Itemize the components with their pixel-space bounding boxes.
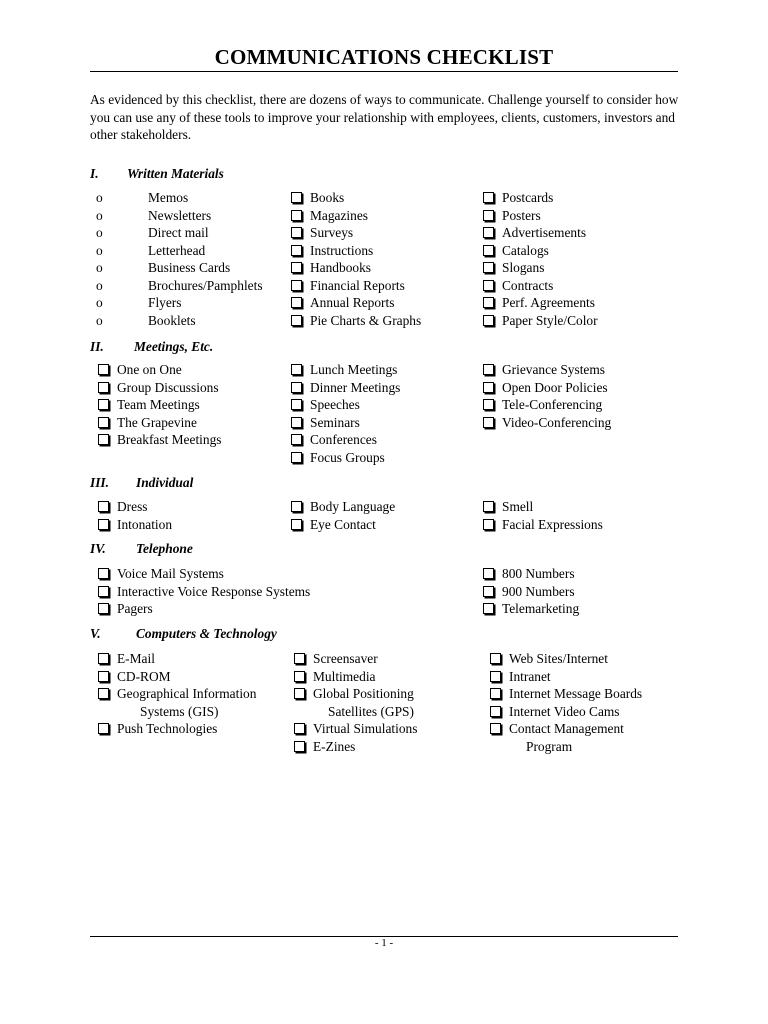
checkbox-icon[interactable] [291,262,302,273]
item-label: Postcards [502,190,554,205]
item-label: 900 Numbers [502,583,575,599]
item-label: E-Zines [313,738,356,754]
item-label: Open Door Policies [502,379,608,395]
title-rule [90,71,678,72]
checklist-item[interactable] [98,396,222,414]
bullet-icon: o [96,242,103,258]
checkbox-icon[interactable] [98,501,109,512]
item-label: Body Language [310,499,396,514]
item-label: Lunch Meetings [310,362,398,377]
checklist-item[interactable] [483,361,611,379]
item-label: Eye Contact [310,516,376,532]
checklist-item[interactable] [490,668,642,686]
checkbox-icon[interactable] [294,688,305,699]
list-item[interactable] [96,189,263,207]
item-label: Interactive Voice Response Systems [117,583,311,599]
written-materials-column-1 [96,189,263,329]
checkbox-icon[interactable] [291,245,302,256]
item-label: Smell [502,499,534,514]
checklist-item[interactable] [483,600,579,618]
checklist-item[interactable] [483,498,603,516]
checklist-item[interactable] [483,414,611,432]
item-label: Letterhead [148,242,206,258]
checkbox-icon[interactable] [291,399,302,410]
checkbox-icon[interactable] [291,452,302,463]
checkbox-icon[interactable] [291,280,302,291]
section-title: Individual [136,475,194,490]
item-label: 800 Numbers [502,566,575,581]
item-label: Conferences [310,432,377,447]
bullet-icon: o [96,190,103,205]
checkbox-icon[interactable] [483,603,494,614]
item-label: E-Mail [117,651,155,666]
page-title: COMMUNICATIONS CHECKLIST [214,45,554,69]
item-label: CD-ROM [117,668,171,684]
item-label: Contracts [502,277,554,293]
checkbox-icon[interactable] [483,399,494,410]
page-number: - 1 - [374,937,394,949]
item-label: Flyers [148,295,182,310]
item-label: Web Sites/Internet [509,651,608,666]
item-label: Focus Groups [310,449,385,465]
checklist-item[interactable] [98,668,256,686]
checkbox-icon[interactable] [294,671,305,682]
bullet-icon: o [96,312,103,328]
checklist-item[interactable] [291,224,421,242]
checkbox-icon[interactable] [291,417,302,428]
checklist-item[interactable] [98,431,222,449]
individual-column-2 [291,498,395,533]
checklist-item[interactable] [98,583,310,601]
checkbox-icon[interactable] [483,315,494,326]
item-label: Seminars [310,414,360,430]
checklist-item[interactable] [483,277,598,295]
checkbox-icon[interactable] [98,417,109,428]
checkbox-icon[interactable] [98,519,109,530]
section-numeral: III. [90,475,109,490]
checkbox-icon[interactable] [291,297,302,308]
item-label: Pagers [117,601,153,616]
checklist-item[interactable] [294,738,417,756]
item-label: Push Technologies [117,721,218,736]
checklist-item[interactable] [98,720,256,738]
meetings-column-1 [98,361,222,449]
item-label: Posters [502,207,541,223]
checkbox-icon[interactable] [483,297,494,308]
telephone-column-3 [483,565,579,618]
checkbox-icon[interactable] [291,315,302,326]
checklist-item[interactable] [483,224,598,242]
item-label: Virtual Simulations [313,721,418,736]
intro-paragraph: As evidenced by this checklist, there are dozens of ways to communicate. Challenge yourself to consider how you can use any of these tools to improve your relationship with employees, clients, customers, investors and other stakeholders. [90,92,679,142]
item-label: Advertisements [502,225,587,240]
item-label: Newsletters [148,207,212,223]
individual-column-1 [98,498,172,533]
telephone-column-1 [98,565,310,618]
checklist-item[interactable] [98,516,172,534]
item-label: Voice Mail Systems [117,566,224,581]
checkbox-icon[interactable] [294,653,305,664]
checkbox-icon[interactable] [483,192,494,203]
checklist-item[interactable] [291,431,400,449]
section-numeral: II. [90,339,104,354]
item-label: Screensaver [313,651,378,666]
item-label: Instructions [310,242,374,258]
section-numeral: V. [90,626,101,641]
section-title: Telephone [136,541,193,556]
section-title: Computers & Technology [136,626,277,641]
section-numeral: I. [90,166,99,181]
item-label: Slogans [502,260,545,275]
item-label: Perf. Agreements [502,295,595,310]
checklist-item[interactable] [291,498,395,516]
checkbox-icon[interactable] [291,382,302,393]
item-label: Books [310,190,345,205]
checklist-item[interactable] [294,720,417,738]
individual-column-3 [483,498,603,533]
checklist-item[interactable] [294,668,417,686]
checklist-item[interactable] [291,361,400,379]
checkbox-icon[interactable] [98,382,109,393]
bullet-icon: o [96,225,103,240]
checkbox-icon[interactable] [490,723,501,734]
item-label: Tele-Conferencing [502,397,603,412]
item-label: Dress [117,499,148,514]
checkbox-icon[interactable] [98,653,109,664]
list-item[interactable] [96,259,263,277]
item-label: Intranet [509,668,551,684]
item-label: Intonation [117,516,173,532]
meetings-column-3 [483,361,611,431]
item-label-continuation: Satellites (GPS) [328,703,414,719]
bullet-icon: o [96,277,103,293]
checkbox-icon[interactable] [98,434,109,445]
checkbox-icon[interactable] [98,586,109,597]
item-label-continuation: Systems (GIS) [140,703,219,719]
bullet-icon: o [96,207,103,223]
item-label: Dinner Meetings [310,379,401,395]
checklist-item[interactable] [483,396,611,414]
meetings-column-2 [291,361,400,466]
item-label: Global Positioning [313,686,414,701]
item-label: Handbooks [310,260,371,275]
checklist-item[interactable] [483,294,598,312]
item-label: Speeches [310,397,360,412]
list-item[interactable] [96,207,263,225]
checklist-item[interactable] [490,703,642,721]
checkbox-icon[interactable] [291,192,302,203]
checklist-item[interactable] [483,259,598,277]
checklist-item[interactable] [490,650,642,668]
item-label: Annual Reports [310,295,395,310]
checkbox-icon[interactable] [483,501,494,512]
technology-column-2 [294,650,417,755]
checklist-item[interactable] [291,396,400,414]
written-materials-column-3 [483,189,598,329]
item-label: Brochures/Pamphlets [148,277,263,293]
checkbox-icon[interactable] [483,364,494,375]
item-label: Video-Conferencing [502,414,612,430]
item-label: Catalogs [502,242,549,258]
item-label-continuation: Program [526,738,573,754]
checklist-item[interactable] [483,516,603,534]
item-label: Direct mail [148,225,209,240]
item-label: Booklets [148,312,196,328]
item-label: Facial Expressions [502,516,603,532]
item-label: Team Meetings [117,397,200,412]
checkbox-icon[interactable] [483,227,494,238]
checklist-item[interactable] [98,414,222,432]
checklist-item[interactable] [483,312,598,330]
checkbox-icon[interactable] [294,741,305,752]
checkbox-icon[interactable] [490,706,501,717]
checkbox-icon[interactable] [490,688,501,699]
list-item[interactable] [96,294,263,312]
checkbox-icon[interactable] [291,519,302,530]
checkbox-icon[interactable] [291,434,302,445]
checklist-item[interactable] [483,583,579,601]
item-label: The Grapevine [117,414,197,430]
checkbox-icon[interactable] [483,519,494,530]
checkbox-icon[interactable] [490,653,501,664]
checklist-item[interactable] [490,685,642,703]
checklist-item[interactable] [291,449,400,467]
checklist-item[interactable] [98,565,310,583]
checklist-item[interactable] [483,565,579,583]
checklist-item[interactable] [98,361,222,379]
checklist-item[interactable] [294,650,417,668]
checkbox-icon[interactable] [98,723,109,734]
checklist-item[interactable] [291,379,400,397]
checklist-item[interactable] [483,189,598,207]
technology-column-3 [490,650,642,755]
checklist-item[interactable] [291,516,395,534]
checkbox-icon[interactable] [291,364,302,375]
section-title: Meetings, Etc. [134,339,214,354]
section-title: Written Materials [127,166,224,181]
checklist-item[interactable] [291,207,421,225]
checkbox-icon[interactable] [98,568,109,579]
checkbox-icon[interactable] [483,210,494,221]
checkbox-icon[interactable] [490,671,501,682]
item-label: Financial Reports [310,277,405,293]
checkbox-icon[interactable] [483,262,494,273]
item-label: Contact Management [509,721,624,736]
item-label: Pie Charts & Graphs [310,312,422,328]
checklist-item[interactable] [98,600,310,618]
checkbox-icon[interactable] [483,382,494,393]
item-label: Paper Style/Color [502,312,598,328]
checkbox-icon[interactable] [483,417,494,428]
item-label: Internet Message Boards [509,686,643,701]
list-item[interactable] [96,312,263,330]
checklist-item[interactable] [98,379,222,397]
checkbox-icon[interactable] [483,280,494,291]
item-label: Surveys [310,225,354,240]
checkbox-icon[interactable] [98,364,109,375]
checkbox-icon[interactable] [291,227,302,238]
checklist-item[interactable] [294,685,417,720]
checklist-item[interactable] [483,207,598,225]
checkbox-icon[interactable] [98,603,109,614]
checkbox-icon[interactable] [483,245,494,256]
list-item[interactable] [96,224,263,242]
checklist-item[interactable] [98,685,256,720]
item-label: Multimedia [313,668,376,684]
checklist-item[interactable] [291,414,400,432]
checklist-item[interactable] [291,277,421,295]
item-label: Magazines [310,207,369,223]
item-label: Grievance Systems [502,362,606,377]
checkbox-icon[interactable] [98,688,109,699]
checklist-item[interactable] [98,650,256,668]
list-item[interactable] [96,277,263,295]
checkbox-icon[interactable] [98,671,109,682]
checklist-item[interactable] [291,312,421,330]
item-label: Breakfast Meetings [117,432,222,447]
written-materials-column-2 [291,189,421,329]
technology-column-1 [98,650,256,738]
item-label: Business Cards [148,260,231,275]
checkbox-icon[interactable] [291,210,302,221]
checkbox-icon[interactable] [483,586,494,597]
item-label: Memos [148,190,189,205]
checklist-item[interactable] [291,294,421,312]
item-label: Geographical Information [117,686,257,701]
checkbox-icon[interactable] [294,723,305,734]
bullet-icon: o [96,260,103,275]
item-label: Internet Video Cams [509,703,620,719]
checkbox-icon[interactable] [291,501,302,512]
checklist-item[interactable] [291,189,421,207]
checkbox-icon[interactable] [98,399,109,410]
checkbox-icon[interactable] [483,568,494,579]
checklist-item[interactable] [490,720,642,755]
checklist-item[interactable] [291,242,421,260]
item-label: Group Discussions [117,379,219,395]
checklist-item[interactable] [291,259,421,277]
section-numeral: IV. [90,541,106,556]
checklist-item[interactable] [483,379,611,397]
checklist-item[interactable] [98,498,172,516]
item-label: One on One [117,362,182,377]
checklist-item[interactable] [483,242,598,260]
list-item[interactable] [96,242,263,260]
bullet-icon: o [96,295,103,310]
item-label: Telemarketing [502,601,580,616]
